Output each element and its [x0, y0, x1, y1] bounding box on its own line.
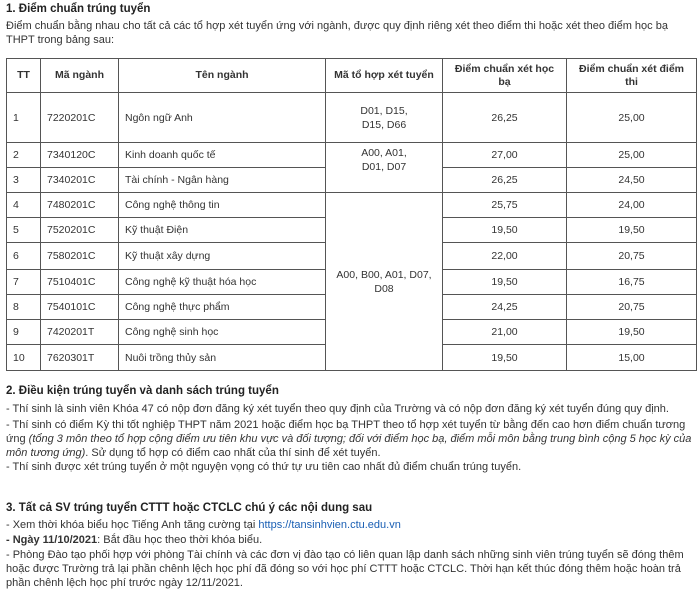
cell-tt: 5 — [7, 218, 41, 243]
section3-date: - Ngày 11/10/2021 — [6, 534, 98, 546]
cell-code: 7220201C — [41, 93, 119, 143]
cell-code: 7340120C — [41, 143, 119, 168]
section3-heading: 3. Tất cả SV trúng tuyển CTTT hoặc CTCLC chú ý các nội dung sau — [6, 502, 373, 514]
cell-tt: 1 — [7, 93, 41, 143]
cell-name: Tài chính - Ngân hàng — [119, 168, 326, 193]
cell-diemthi: 20,75 — [567, 243, 697, 270]
cell-name: Nuôi trồng thủy sản — [119, 345, 326, 371]
table-row — [7, 193, 697, 218]
cutoff-score-table — [6, 58, 697, 371]
cell-tt: 3 — [7, 168, 41, 193]
cell-diemthi: 25,00 — [567, 143, 697, 168]
cell-name: Ngôn ngữ Anh — [119, 93, 326, 143]
section3-line2 — [6, 533, 694, 547]
cell-diemthi: 19,50 — [567, 218, 697, 243]
cell-name: Công nghệ kỹ thuật hóa học — [119, 270, 326, 295]
cell-hocba: 27,00 — [443, 143, 567, 168]
cell-hocba: 25,75 — [443, 193, 567, 218]
cell-code: 7580201C — [41, 243, 119, 270]
cell-hocba: 21,00 — [443, 320, 567, 345]
cell-diemthi: 25,00 — [567, 93, 697, 143]
cell-code: 7620301T — [41, 345, 119, 371]
header-combo: Mã tổ hợp xét tuyển — [326, 59, 443, 93]
cell-name: Kinh doanh quốc tế — [119, 143, 326, 168]
cell-name: Công nghệ sinh học — [119, 320, 326, 345]
header-hocba: Điểm chuẩn xét học bạ — [443, 59, 567, 93]
cell-diemthi: 24,00 — [567, 193, 697, 218]
cell-tt: 6 — [7, 243, 41, 270]
section3-line3: - Phòng Đào tạo phối hợp với phòng Tài chính và các đơn vị đào tạo có liên quan lập danh sách những sinh viên trúng tuyển sẽ đóng thêm hoặc được Trường trả lại phần chênh lệch học phí đã đóng so với học phí CTTT hoặc CTCLC. Thời hạn kết thúc đóng thêm hoặc hoàn trả phần chênh lệch học phí trước ngày 12/11/2021. — [6, 549, 684, 589]
section2-heading: 2. Điều kiện trúng tuyển và danh sách trúng tuyển — [6, 385, 279, 397]
tansinhvien-link[interactable]: https://tansinhvien.ctu.edu.vn — [258, 519, 401, 531]
cell-diemthi: 15,00 — [567, 345, 697, 371]
section3-line1 — [6, 518, 694, 532]
section1-heading: 1. Điểm chuẩn trúng tuyển — [6, 3, 151, 15]
cell-diemthi: 24,50 — [567, 168, 697, 193]
cell-combo: D01, D15, D15, D66 — [326, 93, 443, 143]
cell-diemthi: 19,50 — [567, 320, 697, 345]
cell-diemthi: 20,75 — [567, 295, 697, 320]
cell-name: Kỹ thuật Điện — [119, 218, 326, 243]
cell-combo: A00, A01, D01, D07 — [326, 143, 443, 193]
cell-code: 7520201C — [41, 218, 119, 243]
cell-code: 7540101C — [41, 295, 119, 320]
table-row — [7, 93, 697, 143]
cell-hocba: 19,50 — [443, 270, 567, 295]
header-name: Tên ngành — [119, 59, 326, 93]
section3-line2-text: : Bắt đầu học theo thời khóa biểu. — [97, 534, 263, 546]
cell-tt: 9 — [7, 320, 41, 345]
section2-line1: - Thí sinh là sinh viên Khóa 47 có nộp đơn đăng ký xét tuyển theo quy định của Trường và có nộp đơn đăng ký xét tuyển đúng quy định. — [6, 403, 669, 415]
section2-line2-text: - Thí sinh có điểm Kỳ thi tốt nghiệp THPT năm 2021 hoặc điểm học bạ THPT theo tổ hợp xét tuyển từ bằng đến cao hơn điểm chuẩn tương ứng — [6, 419, 686, 445]
section2-line2-tail: . Sử dụng tổ hợp có điểm cao nhất của thí sinh để xét tuyển. — [85, 447, 381, 459]
cell-tt: 4 — [7, 193, 41, 218]
cell-hocba: 19,50 — [443, 218, 567, 243]
cell-hocba: 26,25 — [443, 168, 567, 193]
cell-hocba: 26,25 — [443, 93, 567, 143]
cell-tt: 2 — [7, 143, 41, 168]
header-code: Mã ngành — [41, 59, 119, 93]
cell-name: Công nghệ thông tin — [119, 193, 326, 218]
table-header-row — [7, 59, 697, 93]
header-diemthi: Điểm chuẩn xét điểm thi — [567, 59, 697, 93]
cell-code: 7480201C — [41, 193, 119, 218]
cell-code: 7340201C — [41, 168, 119, 193]
cell-combo: A00, B00, A01, D07, D08 — [326, 193, 443, 371]
cell-name: Công nghệ thực phẩm — [119, 295, 326, 320]
table-row — [7, 143, 697, 168]
cell-tt: 10 — [7, 345, 41, 371]
section3-line1-text: - Xem thời khóa biểu học Tiếng Anh tăng cường tại — [6, 519, 259, 531]
section2-line2 — [6, 418, 694, 460]
cell-code: 7510401C — [41, 270, 119, 295]
cell-hocba: 24,25 — [443, 295, 567, 320]
header-tt: TT — [7, 59, 41, 93]
cell-tt: 8 — [7, 295, 41, 320]
cell-code: 7420201T — [41, 320, 119, 345]
section1-intro: Điểm chuẩn bằng nhau cho tất cả các tổ hợp xét tuyển ứng với ngành, được quy định riêng xét theo điểm thi hoặc xét theo điểm học bạ THPT trong bảng sau: — [6, 20, 668, 46]
section2-line2-note: (tổng 3 môn theo tổ hợp cộng điểm ưu tiên khu vực và đối tượng; đối với điểm học bạ, điểm mỗi môn bằng trung bình cộng 5 học kỳ của môn tương ứng) — [6, 433, 692, 459]
cell-tt: 7 — [7, 270, 41, 295]
cell-hocba: 19,50 — [443, 345, 567, 371]
cell-hocba: 22,00 — [443, 243, 567, 270]
cell-diemthi: 16,75 — [567, 270, 697, 295]
cell-name: Kỹ thuật xây dựng — [119, 243, 326, 270]
section2-line3: - Thí sinh được xét trúng tuyển ở một nguyện vọng có thứ tự ưu tiên cao nhất đủ điểm chuẩn trúng tuyển. — [6, 461, 522, 473]
